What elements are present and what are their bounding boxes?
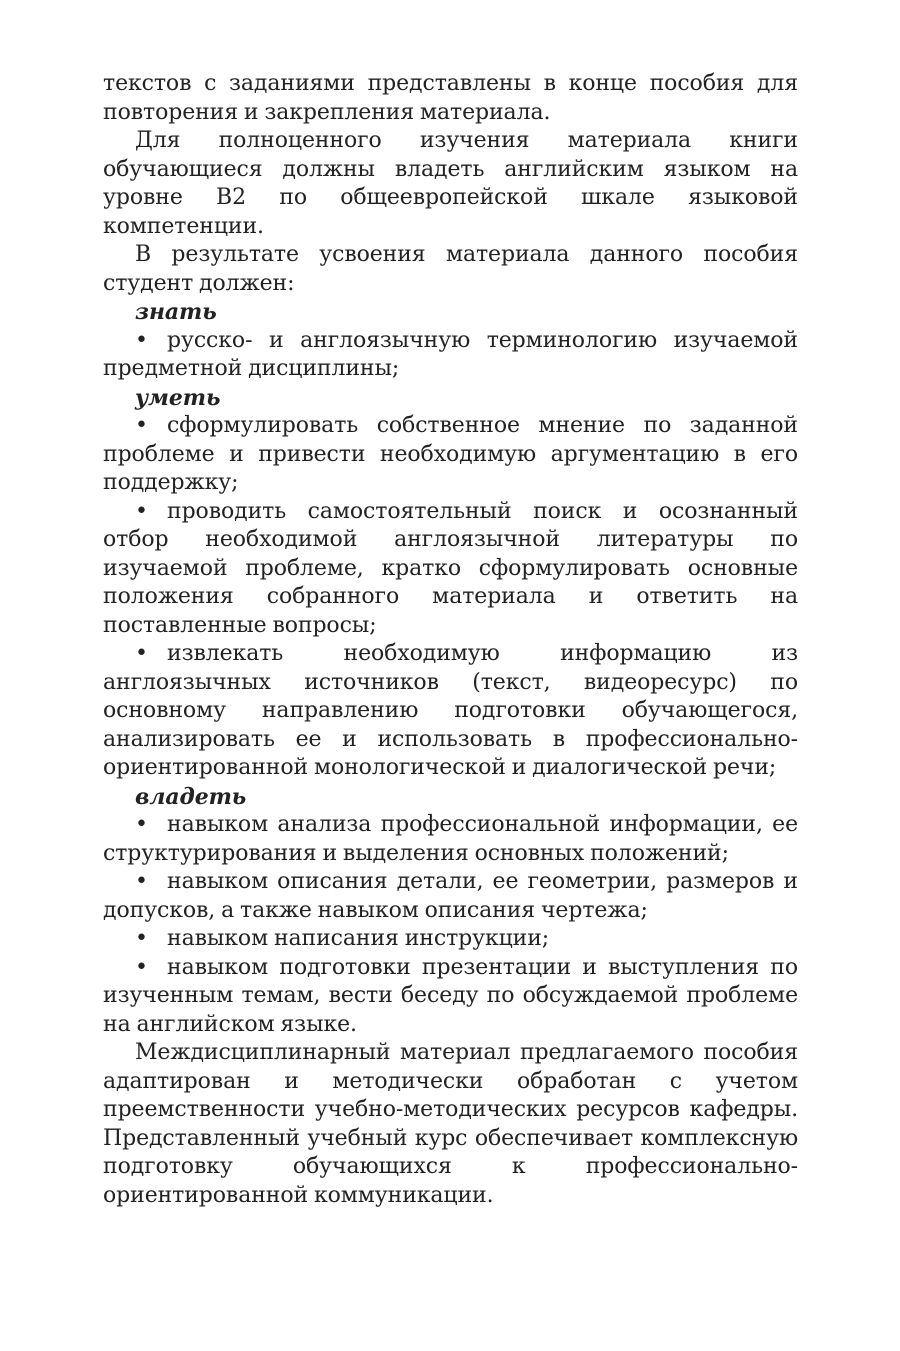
paragraph-language-level: Для полноценного изучения материала книги обучающиеся должны владеть английским языком на уровне B2 по общеевропейской шкале языковой компетенции.	[103, 128, 798, 239]
bullet-text: проводить самостоятельный поиск и осознанный отбор необходимой англоязычной литературы по изучаемой проблеме, кратко сформулировать основные положения собранного материала и ответить на поставленные вопросы;	[103, 498, 798, 638]
paragraph-learning-outcomes: В результате усвоения материала данного пособия студент должен:	[103, 242, 798, 296]
paragraph-conclusion: Междисциплинарный материал предлагаемого пособия адаптирован и методически обработан с учетом преемственности учебно-методических ресурсов кафедры. Представленный учебный курс обеспечивает комплексную подготовку обучающихся к профессионально-ориентированной коммуникации.	[103, 1040, 798, 1208]
bullet-item	[103, 868, 798, 925]
bullet-item	[103, 811, 798, 868]
bullet-text: навыком анализа профессиональной информации, ее структурирования и выделения основных положений;	[103, 812, 798, 866]
bullet-text: навыком описания детали, ее геометрии, размеров и допусков, а также навыком описания чертежа;	[103, 869, 798, 923]
heading-master: владеть	[135, 783, 247, 810]
heading-know: знать	[135, 299, 217, 325]
bullet-marker: •	[135, 413, 148, 438]
bullet-marker: •	[135, 498, 148, 524]
bullet-item	[103, 412, 798, 498]
bullet-text: навыком написания инструкции;	[167, 926, 550, 951]
bullet-marker: •	[135, 812, 148, 837]
bullet-marker: •	[135, 869, 148, 894]
bullet-text: сформулировать собственное мнение по заданной проблеме и привести необходимую аргументацию в его поддержку;	[103, 413, 798, 495]
bullet-marker: •	[135, 641, 148, 666]
bullet-item	[103, 640, 798, 783]
bullet-text: русско- и англоязычную терминологию изучаемой предметной дисциплины;	[103, 327, 798, 381]
bullet-marker: •	[135, 327, 148, 353]
bullet-item	[103, 925, 798, 954]
heading-can: уметь	[135, 384, 221, 411]
paragraph-intro-end: текстов с заданиями представлены в конце пособия для повторения и закрепления материала.	[103, 71, 798, 125]
bullet-text: извлекать необходимую информацию из англоязычных источников (текст, видеоресурс) по основному направлению подготовки обучающегося, анализировать ее и использовать в профессионально-ориентированной монологической и диалогической речи;	[103, 641, 798, 780]
bullet-marker: •	[135, 926, 148, 951]
bullet-item	[103, 327, 798, 384]
bullet-text: навыком подготовки презентации и выступления по изученным темам, вести беседу по обсуждаемой проблеме на английском языке.	[103, 954, 798, 1037]
bullet-item	[103, 498, 798, 641]
bullet-item	[103, 954, 798, 1040]
bullet-marker: •	[135, 954, 148, 980]
document-page	[103, 70, 798, 1210]
